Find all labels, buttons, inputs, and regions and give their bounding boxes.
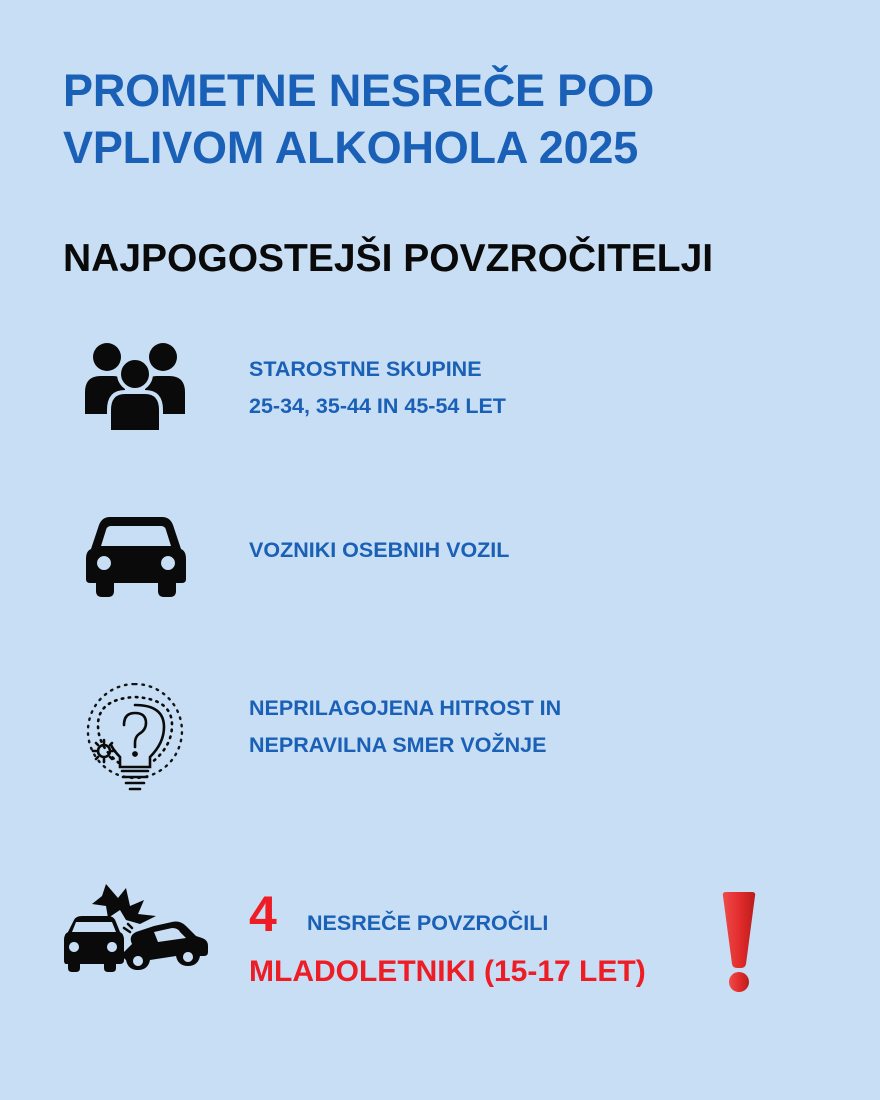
minors-text: NESREČE POVZROČILI (307, 911, 549, 935)
people-group-icon (82, 340, 188, 432)
item-speed-direction-line-1: NEPRILAGOJENA HITROST IN (249, 696, 562, 720)
page-title (63, 62, 843, 176)
lightbulb-question-icon (84, 683, 186, 801)
car-crash-icon (62, 880, 210, 976)
section-subtitle: NAJPOGOSTEJŠI POVZROČITELJI (63, 237, 714, 280)
item-car-drivers-line-1: VOZNIKI OSEBNIH VOZIL (249, 538, 510, 562)
minors-count: 4 (249, 886, 277, 942)
item-age-groups (249, 351, 506, 425)
title-line-2: VPLIVOM ALKOHOLA 2025 (63, 122, 639, 173)
item-speed-direction-line-2: NEPRAVILNA SMER VOŽNJE (249, 733, 547, 757)
car-icon (84, 513, 188, 599)
title-line-1: PROMETNE NESREČE POD (63, 65, 655, 116)
item-speed-direction (249, 690, 561, 764)
item-age-groups-line-2: 25-34, 35-44 IN 45-54 LET (249, 394, 506, 418)
exclamation-icon (718, 888, 760, 996)
item-car-drivers (249, 532, 509, 569)
item-age-groups-line-1: STAROSTNE SKUPINE (249, 357, 482, 381)
minors-highlight: MLADOLETNIKI (15-17 LET) (249, 955, 646, 988)
